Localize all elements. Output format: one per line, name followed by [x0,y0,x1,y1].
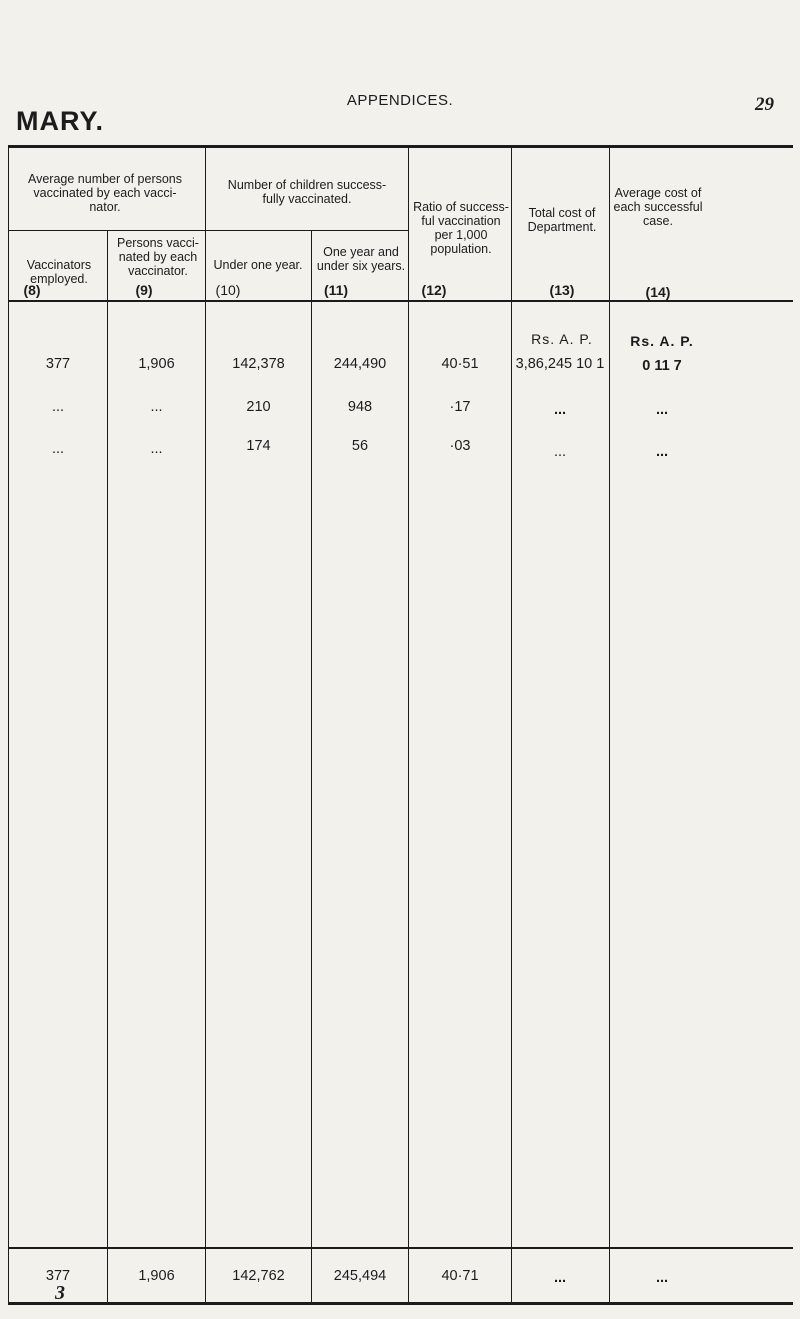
col-divider-3 [311,230,312,1302]
col-divider-1 [107,230,108,1302]
table-cell: 377 [45,356,71,372]
page-title: MARY. [16,106,105,136]
group-header-average-persons: Average number of persons vaccinated by each vacci-nator. [27,172,183,214]
col-divider-4 [408,146,409,1302]
col-number-8: (8) [23,282,41,298]
col-number-12: (12) [421,282,447,298]
table-cell: 40·51 [441,356,479,372]
col-header-average-cost: Average cost of each successful case. [613,186,703,228]
col-header-one-to-six: One year and under six years. [316,245,406,273]
currency-header-14: Rs. A. P. [630,333,694,349]
table-cell: ... [553,444,567,460]
table-cell: ·03 [449,438,471,454]
totals-top-rule [8,1247,793,1249]
col-header-ratio: Ratio of success-ful vaccination per 1,000 population. [413,200,509,256]
table-cell: 1,906 [138,356,175,372]
page-number: 29 [755,94,774,115]
table-bottom-rule [8,1302,793,1305]
table-cell: 0 11 7 [642,358,682,374]
table-top-rule [8,145,793,148]
table-cell: 948 [347,399,373,415]
table-cell: ... [655,402,669,418]
running-head: APPENDICES. [346,92,454,109]
col-divider-2 [205,146,206,1302]
col-divider-6 [609,146,610,1302]
total-cell: ... [655,1270,669,1286]
currency-header-13: Rs. A. P. [531,331,593,347]
col-header-total-cost: Total cost of Department. [527,206,597,234]
col-number-14: (14) [645,284,671,300]
table-cell: 142,378 [232,356,285,372]
table-cell: 56 [351,438,369,454]
total-cell: 40·71 [441,1268,479,1284]
table-cell: ... [655,444,669,460]
table-cell: 210 [246,399,271,415]
table-cell: ... [150,441,163,457]
total-cell: 1,906 [138,1268,175,1284]
total-cell: 142,762 [232,1268,285,1284]
col-header-persons-vaccinated: Persons vacci-nated by each vaccinator. [117,236,199,278]
col-number-11: (11) [323,282,349,298]
table-cell: ... [553,402,567,418]
table-cell: ·17 [449,399,471,415]
table-cell: ... [51,399,65,415]
table-cell: ... [51,441,65,457]
col-number-10: (10) [215,282,241,298]
left-edge-rule [8,146,9,1302]
total-cell: 377 [45,1268,71,1284]
group-header-rule [8,230,408,231]
table-cell: ... [150,399,163,415]
table-cell: 174 [246,438,271,454]
total-cell: 245,494 [333,1268,387,1284]
total-cell: ... [553,1270,567,1286]
table-cell: 244,490 [333,356,387,372]
col-header-vaccinators: Vaccinators employed. [26,258,92,286]
col-header-under-one-year: Under one year. [213,258,303,272]
col-number-9: (9) [135,282,153,298]
col-number-13: (13) [549,282,575,298]
header-bottom-rule [8,300,793,302]
footer-mark: 3 [55,1282,65,1304]
table-cell: 3,86,245 10 1 [515,356,605,372]
col-divider-5 [511,146,512,1302]
group-header-children: Number of children success-fully vaccinated. [227,178,387,206]
